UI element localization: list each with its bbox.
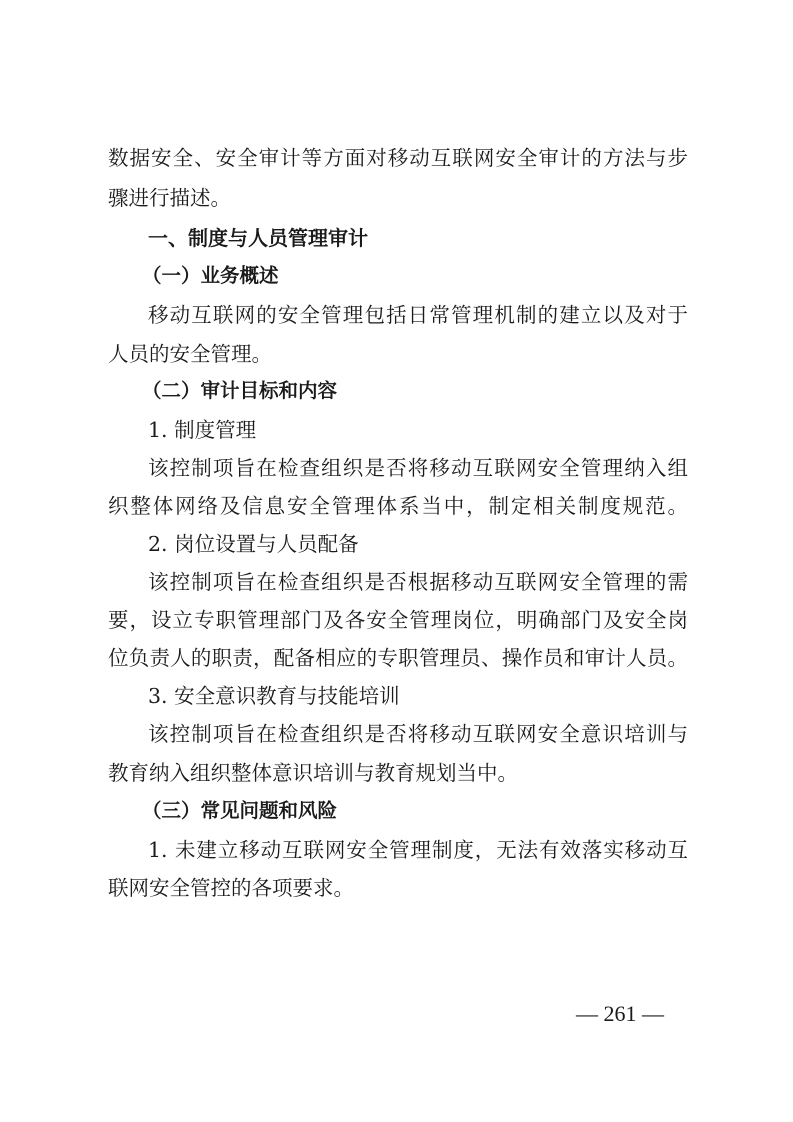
body-text-line: 教育纳入组织整体意识培训与教育规划当中。 — [108, 761, 518, 785]
body-text-line: 该控制项旨在检查组织是否根据移动互联网安全管理的需 — [148, 570, 688, 594]
body-text-line: 移动互联网的安全管理包括日常管理机制的建立以及对于 — [148, 303, 688, 327]
body-text-line: 1. 未建立移动互联网安全管理制度，无法有效落实移动互 — [148, 838, 688, 862]
body-text-line: 要，设立专职管理部门及各安全管理岗位，明确部门及安全岗 — [108, 608, 688, 632]
body-text-line: 联网安全管控的各项要求。 — [108, 876, 354, 900]
section-heading: 一、制度与人员管理审计 — [148, 226, 368, 250]
page-number: — 261 — — [576, 1001, 664, 1026]
body-text-line: 数据安全、安全审计等方面对移动互联网安全审计的方法与步 — [108, 146, 688, 170]
item-heading: 3. 安全意识教育与技能培训 — [148, 684, 400, 708]
body-text-line: 位负责人的职责，配备相应的专职管理员、操作员和审计人员。 — [108, 646, 688, 670]
body-text-line: 织整体网络及信息安全管理体系当中，制定相关制度规范。 — [108, 494, 688, 518]
item-heading: 1. 制度管理 — [148, 418, 257, 442]
body-text-line: 人员的安全管理。 — [108, 342, 272, 366]
subsection-heading: （三）常见问题和风险 — [142, 799, 338, 822]
subsection-heading: （二）审计目标和内容 — [142, 379, 338, 402]
subsection-heading: （一）业务概述 — [142, 264, 279, 287]
body-text-line: 该控制项旨在检查组织是否将移动互联网安全意识培训与 — [148, 722, 688, 746]
body-text-line: 骤进行描述。 — [108, 186, 231, 210]
item-heading: 2. 岗位设置与人员配备 — [148, 532, 359, 556]
body-text-line: 该控制项旨在检查组织是否将移动互联网安全管理纳入组 — [148, 456, 688, 480]
